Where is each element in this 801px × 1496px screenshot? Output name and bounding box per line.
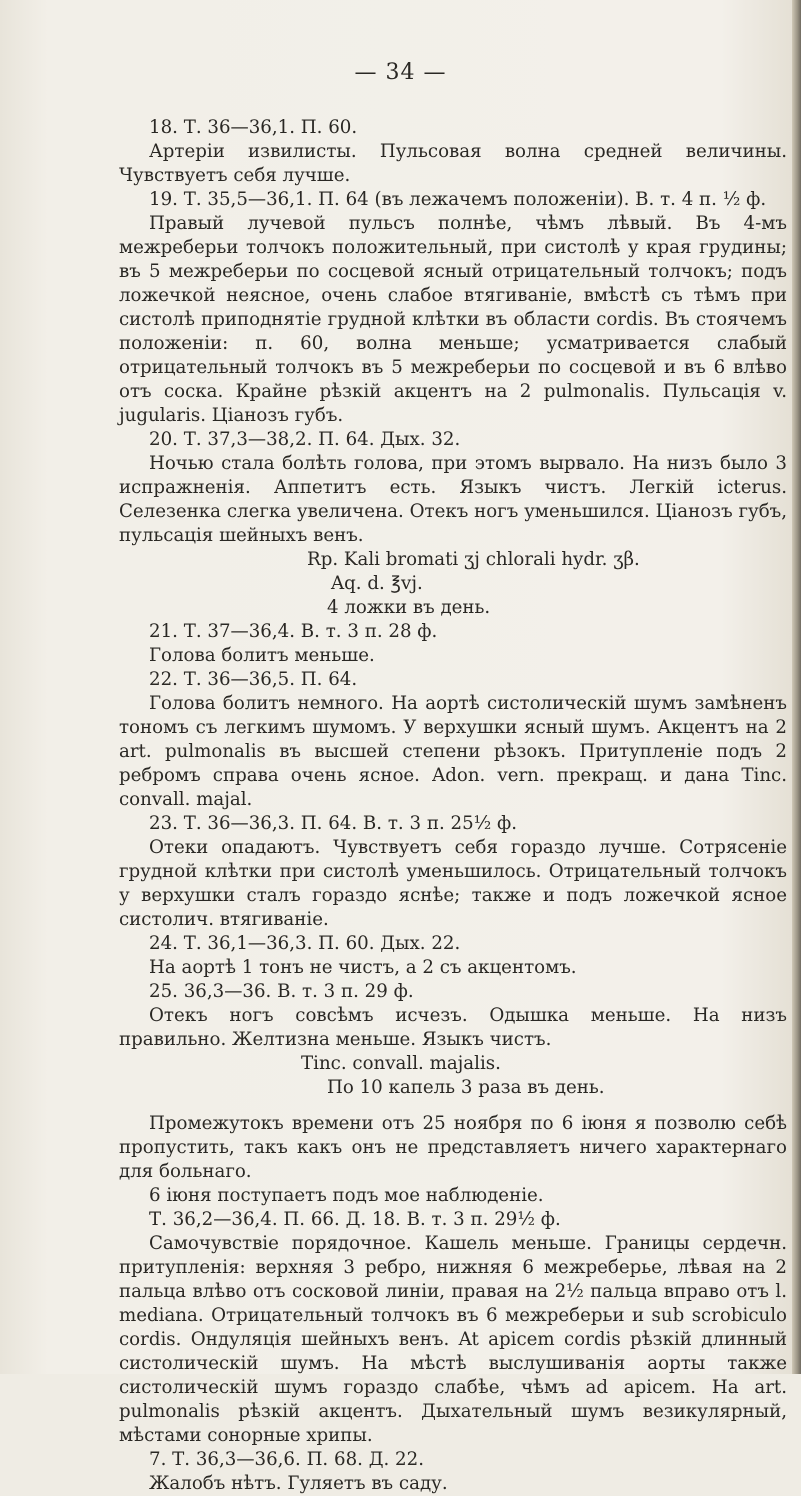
entry-24-note: На аортѣ 1 тонъ не чистъ, а 2 съ акцентомъ. (149, 957, 577, 978)
entry-22-note: Голова болитъ немного. На аортѣ систолическій шумъ замѣненъ тономъ съ легкимъ шумомъ. У верхушки ясный шумъ. Акцентъ на 2 art. pulmonalis въ высшей степени рѣзокъ. Притупленіе подъ 2 ребромъ справа очень ясное. Adon. vern. прекращ. и дана Tinc. convall. majal. (119, 693, 787, 810)
june-7-note: Жалобъ нѣтъ. Гуляетъ въ саду. (149, 1473, 448, 1494)
entry-23: 23. Т. 36—36,3. П. 64. В. т. 3 п. 25½ ф. (149, 813, 518, 834)
entry-19: 19. Т. 35,5—36,1. П. 64 (въ лежачемъ положеніи). В. т. 4 п. ½ ф. (149, 189, 767, 210)
page-number: — 34 — (354, 60, 447, 85)
entry-18-note: Артеріи извилисты. Пульсовая волна средней величины. Чувствуетъ себя лучше. (119, 141, 787, 186)
recipe-line: Tinc. convall. majalis. (301, 1053, 501, 1074)
june-6: 6 іюня поступаетъ подъ мое наблюденіе. (149, 1185, 544, 1206)
entry-21: 21. Т. 37—36,4. В. т. 3 п. 28 ф. (149, 621, 438, 642)
june-7: 7. Т. 36,3—36,6. П. 68. Д. 22. (149, 1449, 424, 1470)
page-edge-shadow (792, 0, 801, 1374)
entry-20: 20. Т. 37,3—38,2. П. 64. Дых. 32. (149, 429, 461, 450)
entry-23-note: Отеки опадаютъ. Чувствуетъ себя гораздо лучше. Сотрясеніе грудной клѣтки при систолѣ уменьшилось. Отрицательный толчокъ у верхушки сталъ гораздо яснѣе; также и подъ ложечкой ясное систолич. втягиваніе. (119, 837, 787, 930)
interval-note: Промежутокъ времени отъ 25 ноября по 6 іюня я позволю себѣ пропустить, такъ какъ онъ не представляетъ ничего характернаго для больнаго. (119, 1113, 787, 1182)
entry-20-note: Ночью стала болѣть голова, при этомъ вырвало. На низъ было 3 испражненія. Аппетитъ есть. Языкъ чистъ. Легкій icterus. Селезенка слегка увеличена. Отекъ ногъ уменьшился. Ціанозъ губъ, пульсація шейныхъ венъ. (119, 453, 787, 546)
recipe-line: По 10 капель 3 раза въ день. (327, 1077, 605, 1098)
entry-22: 22. Т. 36—36,5. П. 64. (149, 669, 358, 690)
june-6-note: Самочувствіе порядочное. Кашель меньше. Границы сердечн. притупленія: верхняя 3 ребро, нижняя 6 межреберье, лѣвая на 2 пальца влѣво отъ сосковой линіи, правая на 2½ пальца вправо отъ l. mediana. Отрицательный толчокъ въ 6 межреберьи и sub scrobiculo cordis. Ондуляція шейныхъ венъ. At apicem cordis рѣзкій длинный систолическій шумъ. На мѣстѣ выслушиванія аорты также систолическій шумъ гораздо слабѣе, чѣмъ ad apicem. На art. pulmonalis рѣзкій акцентъ. Дыхательный шумъ везикулярный, мѣстами сонорные хрипы. (119, 1233, 787, 1446)
entry-25-note: Отекъ ногъ совсѣмъ исчезъ. Одышка меньше. На низъ правильно. Желтизна меньше. Языкъ чистъ. (119, 1005, 787, 1050)
entry-18: 18. Т. 36—36,1. П. 60. (149, 117, 358, 138)
recipe-line: 4 ложки въ день. (327, 597, 491, 618)
june-6-vitals: Т. 36,2—36,4. П. 66. Д. 18. В. т. 3 п. 29½ ф. (149, 1209, 561, 1230)
entry-25: 25. 36,3—36. В. т. 3 п. 29 ф. (149, 981, 414, 1002)
recipe-line: Aq. d. ℥vj. (331, 573, 423, 594)
page-body (119, 116, 787, 1496)
recipe-line: Rp. Kali bromati ʒj chlorali hydr. ʒβ. (307, 549, 640, 570)
entry-19-note: Правый лучевой пульсъ полнѣе, чѣмъ лѣвый. Въ 4-мъ межреберьи толчокъ положительный, при систолѣ у края грудины; въ 5 межреберьи по сосцевой ясный отрицательный толчокъ; подъ ложечкой неясное, очень слабое втягиваніе, вмѣстѣ съ тѣмъ при систолѣ приподнятіе грудной клѣтки въ области cordis. Въ стоячемъ положеніи: п. 60, волна меньше; усматривается слабый отрицательный толчокъ въ 5 межреберьи по сосцевой и въ 6 влѣво отъ соска. Крайне рѣзкій акцентъ на 2 pulmonalis. Пульсація v. jugularis. Ціанозъ губъ. (119, 213, 787, 426)
entry-24: 24. Т. 36,1—36,3. П. 60. Дых. 22. (149, 933, 461, 954)
entry-21-note: Голова болитъ меньше. (149, 645, 375, 666)
section-gap (119, 1100, 787, 1112)
